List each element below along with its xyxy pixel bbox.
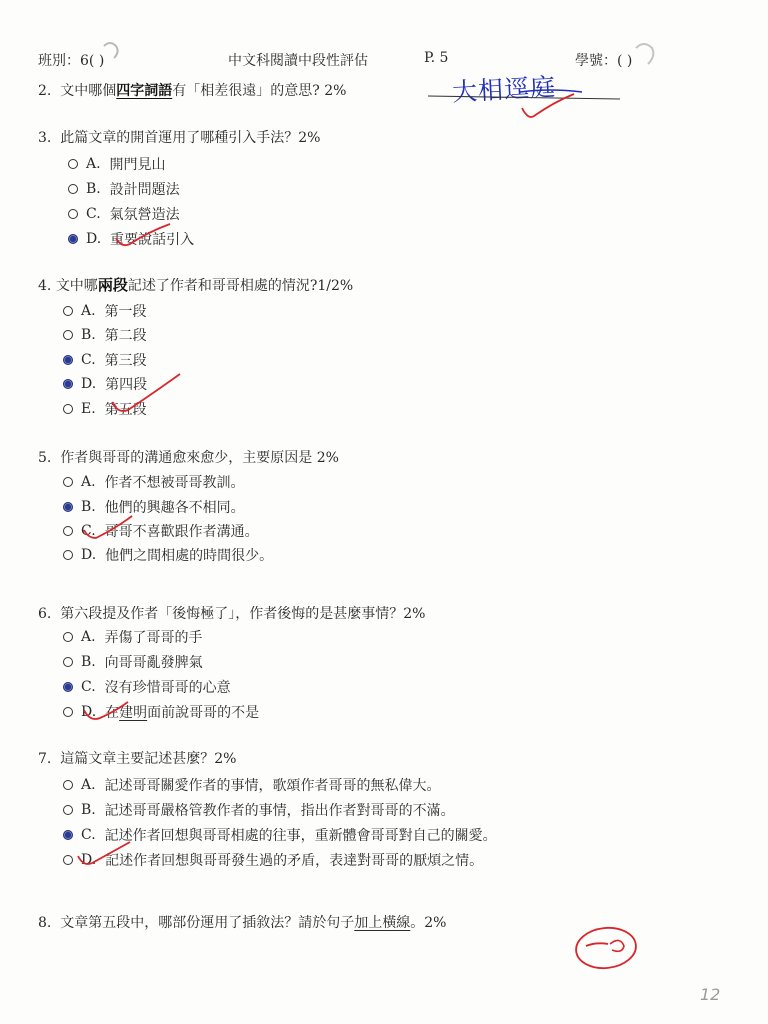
option-label: A.: [81, 629, 96, 645]
option-label: C.: [86, 206, 101, 222]
option-label: A.: [81, 303, 96, 319]
question-2: [38, 80, 346, 100]
question-text: 此篇文章的開首運用了哪種引入手法？2%: [60, 130, 321, 146]
red-minus-mark: [586, 943, 608, 946]
option-label: E.: [81, 401, 96, 417]
option-row[interactable]: [68, 229, 194, 249]
option-text: 開門見山: [109, 157, 166, 173]
radio-button-selected[interactable]: [63, 355, 73, 365]
radio-button[interactable]: [63, 477, 73, 487]
question-text: 這篇文章主要記述甚麼？2%: [60, 751, 237, 767]
option-row[interactable]: [63, 850, 483, 870]
radio-button[interactable]: [63, 707, 73, 717]
option-label: B.: [81, 802, 96, 818]
option-row[interactable]: [63, 825, 497, 845]
option-row[interactable]: [68, 154, 165, 174]
radio-button[interactable]: [63, 855, 73, 865]
option-row[interactable]: [63, 521, 259, 541]
question-number: 5.: [38, 450, 52, 466]
red-circle-mark: [574, 925, 638, 971]
question-3: [38, 127, 320, 147]
option-text: 第一段: [104, 304, 147, 320]
option-text: 記述作者回想與哥哥發生過的矛盾，表達對哥哥的厭煩之情。: [105, 853, 484, 869]
question-number: 3.: [38, 130, 52, 146]
option-text: 哥哥不喜歡跟作者溝通。: [104, 524, 259, 540]
option-text: 向哥哥亂發脾氣: [104, 655, 203, 671]
option-row[interactable]: [63, 775, 440, 795]
option-text: 第四段: [105, 377, 148, 393]
radio-button[interactable]: [63, 404, 73, 414]
student-number-scribble: [636, 44, 653, 64]
option-label: D.: [81, 547, 97, 563]
radio-button-selected[interactable]: [63, 830, 73, 840]
option-text: 第三段: [104, 353, 147, 369]
question-text: 文章第五段中，哪部份運用了插敘法？請於句子: [60, 915, 355, 931]
radio-button-selected[interactable]: [68, 234, 78, 244]
option-text: 氣氛營造法: [109, 207, 180, 223]
radio-button[interactable]: [63, 805, 73, 815]
option-label: D.: [81, 376, 97, 392]
option-text: 在: [105, 705, 120, 721]
option-text: 他們之間相處的時間很少。: [105, 548, 274, 564]
option-row[interactable]: [63, 627, 202, 647]
question-emphasis: 兩段: [97, 276, 128, 294]
question-text: 作者與哥哥的溝通愈來愈少，主要原因是 2%: [60, 450, 339, 466]
radio-button[interactable]: [63, 550, 73, 560]
option-text-underlined: 建明: [119, 705, 148, 721]
option-row[interactable]: [63, 301, 146, 321]
radio-button[interactable]: [63, 306, 73, 316]
radio-button[interactable]: [68, 209, 78, 219]
radio-button[interactable]: [63, 632, 73, 642]
student-number-label: 學號：(: [575, 53, 623, 69]
question-5: [38, 447, 339, 467]
option-row[interactable]: [63, 702, 259, 722]
class-field: [38, 50, 104, 70]
option-row[interactable]: [68, 179, 180, 199]
question-text: 記述了作者和哥哥相處的情況?1/2%: [127, 278, 354, 294]
radio-button[interactable]: [63, 526, 73, 536]
option-label: D.: [81, 852, 97, 868]
option-text: 記述哥哥關愛作者的事情，歌頌作者哥哥的無私偉大。: [104, 778, 441, 794]
option-text: 記述作者回想與哥哥相處的往事，重新體會哥哥對自己的關愛。: [104, 828, 497, 844]
option-row[interactable]: [63, 677, 231, 697]
pencil-page-mark: 12: [700, 985, 721, 1004]
option-row[interactable]: [63, 399, 147, 419]
option-label: B.: [81, 654, 96, 670]
radio-button-selected[interactable]: [63, 502, 73, 512]
option-label: C.: [81, 679, 96, 695]
question-number: 2.: [38, 83, 52, 99]
question-text: 第六段提及作者「後悔極了」，作者後悔的是甚麼事情？2%: [60, 606, 426, 622]
question-number: 4.: [38, 278, 52, 294]
question-number: 7.: [38, 751, 52, 767]
question-text: 文中哪: [55, 278, 98, 294]
student-number-field: [575, 50, 632, 70]
class-label: 班別：6(: [38, 53, 95, 69]
option-label: B.: [81, 327, 96, 343]
option-row[interactable]: [63, 497, 245, 517]
option-row[interactable]: [63, 652, 203, 672]
radio-button-selected[interactable]: [63, 379, 73, 389]
option-row[interactable]: [63, 800, 455, 820]
option-label: D.: [86, 231, 102, 247]
option-label: C.: [81, 827, 96, 843]
option-row[interactable]: [68, 204, 180, 224]
question-text: 。2%: [410, 915, 447, 931]
radio-button-selected[interactable]: [63, 682, 73, 692]
option-text: 沒有珍惜哥哥的心意: [104, 680, 231, 696]
option-text: 弄傷了哥哥的手: [104, 630, 203, 646]
option-text: 第二段: [104, 328, 147, 344]
radio-button[interactable]: [63, 330, 73, 340]
radio-button[interactable]: [63, 657, 73, 667]
option-label: A.: [81, 474, 96, 490]
student-number-close: ): [622, 53, 633, 69]
option-label: B.: [81, 499, 96, 515]
question-7: [38, 748, 236, 768]
question-number: 6.: [38, 606, 52, 622]
option-label: B.: [86, 181, 101, 197]
option-text: 他們的興趣各不相同。: [104, 500, 245, 516]
option-row[interactable]: [63, 325, 147, 345]
option-label: A.: [86, 156, 101, 172]
option-label: C.: [81, 523, 96, 539]
question-emphasis: 四字詞語: [116, 83, 173, 99]
question-text-underlined: 加上橫線: [354, 915, 411, 931]
option-text: 第五段: [104, 402, 147, 418]
question-8: [38, 912, 446, 932]
red-curl-mark: [610, 940, 624, 951]
question-number: 8.: [38, 915, 52, 931]
question-6: [38, 603, 425, 623]
question-text: 有「相差很遠」的意思? 2%: [172, 83, 347, 99]
page-number: P. 5: [424, 50, 449, 66]
radio-button[interactable]: [68, 184, 78, 194]
option-text: 設計問題法: [109, 182, 180, 198]
option-text: 面前說哥哥的不是: [147, 705, 260, 721]
radio-button[interactable]: [63, 780, 73, 790]
class-number-scribble: [104, 43, 118, 58]
radio-button[interactable]: [68, 159, 78, 169]
option-label: A.: [81, 777, 96, 793]
question-text: 文中哪個: [60, 83, 117, 99]
option-label: C.: [81, 352, 96, 368]
option-text: 作者不想被哥哥教訓。: [104, 475, 245, 491]
class-close: ): [94, 53, 105, 69]
option-text: 記述哥哥嚴格管教作者的事情，指出作者對哥哥的不滿。: [104, 803, 455, 819]
page-title: 中文科閱讀中段性評估: [228, 53, 368, 69]
handwritten-answer[interactable]: 大相逕庭: [451, 72, 557, 107]
option-text: 重要說話引入: [110, 232, 195, 248]
option-row[interactable]: [63, 545, 273, 565]
question-4: [38, 274, 353, 295]
option-label: D.: [81, 704, 97, 720]
option-row[interactable]: [63, 350, 147, 370]
option-row[interactable]: [63, 472, 244, 492]
option-row[interactable]: [63, 374, 147, 394]
